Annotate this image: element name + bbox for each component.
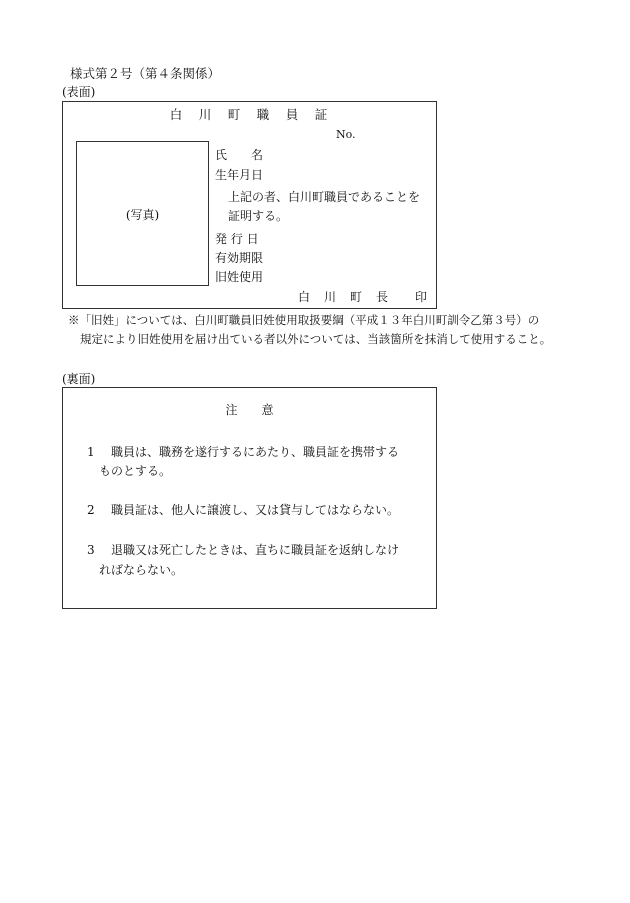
issue-date-field-label: 発 行 日 <box>215 232 259 246</box>
valid-until-field-label: 有効期限 <box>215 251 264 265</box>
form-title: 様式第２号（第４条関係） <box>70 66 221 81</box>
caution-item-text: 職員証は、他人に譲渡し、又は貸与してはならない。 <box>111 503 400 517</box>
caution-item-number: 2 <box>87 503 95 517</box>
birth-date-field-label: 生年月日 <box>215 168 264 182</box>
back-side-label: (裏面) <box>62 372 96 386</box>
front-side-label: (表面) <box>62 85 96 99</box>
id-card-front <box>62 101 437 309</box>
caution-title: 注 意 <box>225 403 274 417</box>
caution-item-text: 職員は、職務を遂行するにあたり、職員証を携帯する <box>111 445 400 459</box>
name-field-label: 氏 名 <box>215 148 264 162</box>
former-name-field-label: 旧姓使用 <box>215 270 264 284</box>
certification-text-line2: 証明する。 <box>228 209 289 223</box>
caution-item-text-continued: ものとする。 <box>99 464 172 478</box>
caution-item-number: 1 <box>87 445 95 459</box>
former-name-note-line1: ※「旧姓」については、白川町職員旧姓使用取扱要綱（平成１３年白川町訓令乙第３号）の <box>68 313 540 327</box>
photo-label: (写真) <box>125 208 160 222</box>
caution-item-text: 退職又は死亡したときは、直ちに職員証を返納しなけ <box>111 543 400 557</box>
card-number-label: No. <box>336 128 356 141</box>
photo-placeholder <box>76 141 209 286</box>
mayor-signature-line: 白 川 町 長 印 <box>298 290 429 304</box>
id-card-back <box>62 387 437 609</box>
certification-text-line1: 上記の者、白川町職員であることを <box>228 190 421 204</box>
caution-item-text-continued: ればならない。 <box>99 563 184 577</box>
former-name-note-line2: 規定により旧姓使用を届け出ている者以外については、当該箇所を抹消して使用すること。 <box>80 332 552 346</box>
caution-item-number: 3 <box>87 543 95 557</box>
card-title: 白 川 町 職 員 証 <box>169 107 330 122</box>
